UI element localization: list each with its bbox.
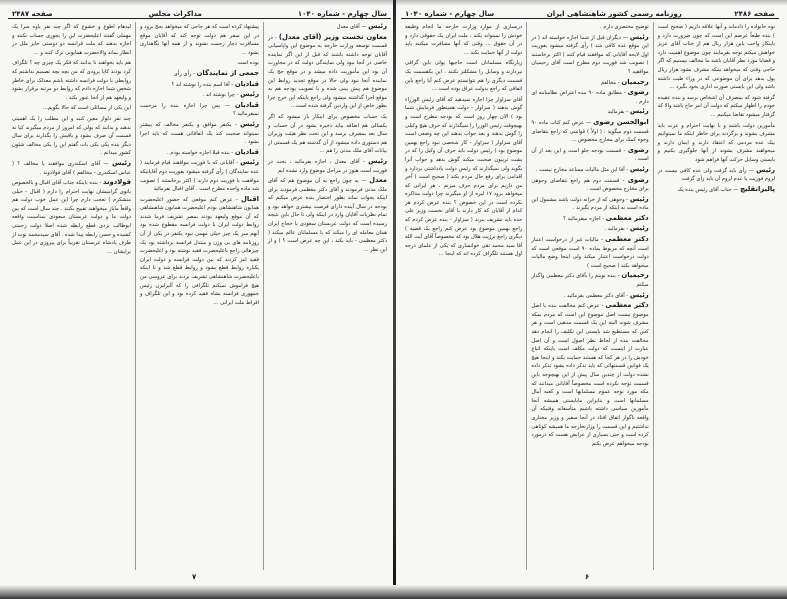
paragraph [12, 22, 131, 57]
speaker-name: قبادیان [234, 147, 259, 156]
speaker-name: رئیس [368, 22, 387, 30]
speech-text: - رأی رأی [173, 70, 197, 77]
speaker-name: دکتر معظمی [605, 213, 649, 222]
left-page-label: صفحه ۲۴۸۷ [12, 10, 53, 18]
right-page-number: ۶ [585, 573, 590, 581]
speaker-name: رئیس [112, 158, 131, 167]
paragraph [140, 90, 259, 100]
paragraph [12, 58, 131, 102]
paragraph [531, 107, 648, 117]
speech-text: — به چون راجع به آن موضوع هم که آقای ملک مدنی فرمودند و آقای دکتر معظمی فرمودند برای اینکه بجواب نماند بطور اختصار بنده عرض میکنم که بودجه در سال آینده دارای فرصت بیشتری خواهد بود و تمام نظریات آقایان وارد در اینکه ولی تا حال باین نتیجه رسیده است که دولت عربستان سعودی با حجاج ایران همان معامله ای را میکند که با مسلمانان عالم میکند ( دکتر معظمی - باید بکند ، این چه عرض است ؟ ) و از این نظر ... [268, 178, 387, 253]
paragraph [531, 78, 648, 88]
speech-text: - مطابق ماده ۹۰ بنده اعتراض نظامنامه ای دارم . [531, 90, 649, 105]
speaker-name: اقبال [240, 194, 259, 203]
speech-text: - مخالفم [600, 79, 622, 86]
speaker-name: رئیس [629, 194, 649, 203]
speaker-name: دکتر معظمی [605, 235, 649, 244]
speaker-name: رحیمیان [621, 77, 649, 86]
speech-text: — دیگران قبل از شما اجازه خواسته اند ( در این موقع عده کافی شد ) رأی گرفته میشود بفوریت اول لایحه آقایانی که موافقند قیام کنند ( اکثر برخاستند ) تصویب شد فوریت دوم مطرح است آقای رحیمیان موافقید ؟ [531, 34, 649, 75]
right-page-header [401, 6, 779, 19]
paragraph [531, 271, 648, 289]
paragraph [531, 146, 648, 164]
speech-text: - آقا اسم بنده را نوشته اند ؟ [171, 81, 235, 88]
speaker-name: فولادوند [103, 178, 131, 187]
speech-text: - آقای دکتر معظمی بفرمائید . [563, 292, 630, 299]
speech-text: زیارتگاه مسلمانان است حاجیها پولی باین گرافی نپردازند و وسایل را مشکلتر نکنند . این یکقسمت یک قسمت دیگری را هم نتوانستم عرض کنم آیا راجع باین اتفاقی که راجع بدولت عراق بوده است ... [405, 60, 523, 93]
speaker-name: معاون نخست وزیر (آقای معدل) [278, 32, 387, 41]
paragraph [140, 80, 259, 90]
paragraph [405, 58, 522, 93]
speech-text: - آقای معدل ، اجازه بفرمائید ، بحث در فوریت است هنوز در مراحل موضوع وارد نشده ایم [268, 158, 387, 174]
right-columns [401, 22, 779, 570]
paragraph [658, 166, 775, 184]
speech-text: این یکی از مسائلی است که حالا بگویم... [42, 105, 131, 112]
paragraph [12, 114, 131, 158]
speaker-name: رئیس [756, 165, 775, 174]
speaker-name: رئیس [240, 158, 259, 167]
speech-text: - آقا این مثل مالیات مساعد مخارج نیست . [535, 166, 630, 173]
left-column-3 [8, 22, 136, 570]
speech-text: نوه خانواده را دادماند و آنها علاقه داریم ( صحیح است ) بنده طبعاً عرضم این است که چون ضرورت دارد و باینکار واجب باین هزار ریال هم از جناب آقای عزیز خواهش میکنم توجه بفرمایند چون موضوع اهمیت دارد و قضایا مورد نظر آقایان باشد ما مخالف نیستیم که اگر حاجی وقتی که میخواهد بمکه مشرف بشود هزار ریال پول بدهد برای آن موضوعی که در وراء طیب داشته باشد ولی این بایستی صورت اداری بخود بگیرد ... [657, 24, 775, 91]
speech-text: چند نفر دلواز معین کنند و این مطلب را یک اهمیتی بدهند و بدانند که پولی که امروز از مردم میگیرند کیا نه قسمت آن صرف بشود و باقیش را بگذارند برای سال دیگر بنده یکی یکی بات گفتم این را یکی مخالف شئون کشور میدانم . [12, 115, 131, 157]
paragraph [140, 195, 259, 308]
paragraph [531, 195, 648, 213]
paragraph [658, 93, 775, 120]
paragraph [405, 22, 522, 57]
left-column-2 [136, 22, 264, 570]
speech-text: گرفته شود که بمصرف آن اشخاص برسد و بنده عقیده خودم را اظهار میکنم که دولت آن امر حاج باشد والا که گرفتار میشود تقاضا میکنیم ... [657, 94, 775, 118]
paragraph [268, 176, 387, 254]
left-column-1 [264, 22, 391, 570]
speech-text: — جناب آقای رئیس بنده یک [677, 186, 741, 193]
speaker-name: جمعی از نمایندگان [196, 68, 259, 77]
right-page-label: صفحه ۲۴۸۶ [734, 10, 775, 18]
right-page-title: روزنامه رسمی کشور شاهنشاهی ایران [546, 10, 682, 18]
left-page-title: مذاکرات مجلس [148, 10, 202, 18]
speech-text: - قسمت بودجه جلو است و این بعد از آن است . [531, 147, 649, 163]
paragraph [531, 165, 648, 175]
paragraph [140, 101, 259, 119]
left-page-number: ۷ [192, 573, 197, 581]
speech-text: لیدهام اطوع و خشوع که اگر چند نفر یاوه سرا یک مهملی گفتند اعلیحضرت این را بجوری حساب نکنند و اجازه بدهند که ملت فرانسه دو دوستی حایز ملل در انظار بماند والاحضرت همایونی ترک کنند و ... [12, 24, 131, 56]
speaker-name: رضوی [627, 88, 649, 97]
paragraph [268, 22, 387, 32]
speech-text: - عرض کنم موقعی که حضور اعلیحضرت همایون شاهنشاهی بودم اعلیحضرت همایون شاهنشاهی که آن موقع ولیعهد بودند بمصر تشریف فرما شدند روابط دولت ایران با دولت فرانسه مقطوع شده بود آنهم سر یک چیز خیلی مهمی نبود یکنفر در یکی از آن روزنامه های بی وزن و مبتذل فرانسه برداشته بود یک چیزهائی راجع باعلیحضرت فقید نوشته بود و اعلیحضرت فقید امر کردند که بین دولت فرانسه و دولت ایران یکباره روابط قطع بشود و روابط قطع شد و تا اینکه باعلیحضرت شاهنشاهی تشریف بردند برای عروسی من هیچ فراموش نمیکنم تلگرافی را که آلبرلبرن رئیس جمهوری فرانسه بشاه فقید کرده بود و این تلگراف و افراط ملت ایرانی ... [140, 196, 259, 306]
speech-text: — رأی باید گرفت ولی عده کافی نیست در لزوم فوریت یا عدم لزوم آن باید رأی گرفت [657, 167, 775, 183]
speaker-name: رضوی [627, 175, 649, 184]
paragraph [268, 33, 387, 111]
right-column-3 [401, 22, 527, 570]
speaker-name: رئیس [629, 107, 649, 116]
right-column-1 [654, 22, 779, 570]
paragraph [12, 178, 131, 256]
speech-text: - بنده قبلا اجازه خواسته بودم . [167, 149, 235, 156]
paragraph [405, 95, 522, 259]
speaker-name: رئیس [240, 119, 259, 128]
paragraph [531, 224, 648, 234]
speech-text: — عرض کنم کتاب ماده ۹۰ قسمت دوم میگوید : ( اولاً ) قوانینی که راجع بتقاضای وجوه کمک برای مخارج مخصوص ... [531, 119, 649, 144]
speaker-name: رئیس [368, 156, 387, 165]
paragraph [531, 118, 648, 145]
paragraph [531, 301, 648, 448]
paragraph [531, 176, 648, 194]
paragraph [531, 214, 648, 224]
paragraph [12, 103, 131, 113]
speech-text: - عرض کنم مخالفت بنده با اصل موضوع نیست اصل موضوع این است که مردم بمکه مشرف شوند البته این یک قسمت مذهبی است و هر کس که مستطیع شد بایستی این تکلیف را انجام دهد مخالفت بنده از لحاظ نظر اصول است و آن اصل عبارت از اینست که دولت مکلف است باینکه اتباع خودش را در هر کجا که هستند حمایت بکند و اینجا هیچ یک قوانین قسمتهائی که باید تذکر داده بشود تذکر داده نشده دولت از چندین سال پیش از این بهیچوجه باین قسمت توجه نکرده است مخصوصاً آقایانی میدانند که مکه مورد توجه عموم مسلمانها است و کعبه آمال مسلمانها است و بنابراین مابایستی همیشه آنجا مأمورین سیاسی داشته باشیم متأسفانه وقتیکه آن واقعه ناگوار اتفاق افتاد در آنجا سفیر و وزیر مختاری نداشتیم و این قسمت را وزارتخارجه ما همیشه کوتاهی کرده است و حتی بسیاری از عرایض هست که درمورد بودجه میخواهم عرض بکنم [531, 303, 649, 447]
speaker-name: رحیمیان [621, 271, 649, 280]
book-spine [393, 0, 396, 599]
paragraph [658, 22, 775, 92]
speech-text: - بنده باینکه جناب آقای اقبال و بالخصوص باتوی گرامیشان نهایت احترام را دارم ( اقبال - خیلی متشکرم ) تعجب دارم چرا این عمل خوب دولت هم واقعاً ماباز میخواهند تقبیح بکنند . چند سال است که بین دولت ما و دولت عربستان سعودی بمناسبت واقعه ابوطالب یزدی قطع رابطه شده اصلا دولت زحمتی کشیده و حسن رابطه پیدا شده . آقای سیدمحمد نوت از طرف پادشاه عربستان تقریباً برای پیروزی در این عمل برایشان ... [12, 180, 131, 255]
paragraph [140, 120, 259, 147]
speech-text: - اجازه میفرمائید ؟ [563, 215, 606, 222]
speaker-name: رئیس [629, 224, 649, 233]
paragraph [268, 112, 387, 156]
speech-text: - یکنفر موافق و یکنفر مخالف که بیشتر نمیتواند صحبت کند یک اتفاقاتی هست که باید اجرا بشود . [140, 121, 259, 146]
paragraph [140, 69, 259, 79]
speaker-name: رئیس [629, 164, 649, 173]
speech-text: درپساری از موارد وزارت خارجه ما انجام وظیفه خودش را نمیتواند بکند ، ملت ایران یک حقوقی دارد و در آن حقوق ... وقتی که آنها مسافرت میکنند باید دولت از آنها حمایت بکند ... [405, 24, 523, 56]
speech-text: پیشنهاد کرده است که هر حاجی که میخواهد بحج برود و در این سفر هم دولت توجه کند که آقایان موقع مسافرت دچار زحمت نشوند و از همه آنها نگاهداری بشود ... [140, 24, 259, 56]
speech-text: یک حساب مخصوص برای اینکار باز میشود که اگر یکسالی هم اضافه بیاید ذخیره بشود در آن حساب و سال بعد بمصرف برسد و این تحت نظر هیئت وزیران هم دستوری داده میشود از آن گذشته هم یک قسمتی از بیانات آقای ملک مدنی را هم ... [268, 113, 387, 155]
speech-text: آقای سزاوار چرا اجازه نمیدهید که آقای رئیس الوزراء گوش بدهند ( سزاوار - دولت همینطور فرمایش شما بود ) الان چهار روز است که بودجه مطرح است و بهیچوقت رئیس الوزرا را نمیگذارند که حرف هیچ وکیلی را گوش بدهند و بعد جواب بدهند این چه وضعی است آقای سزاوار ( سزاوار - کار شخصی نبود راجع بهمین موضوع بود ) رئیس دولت باید حرف آن وکیل را که در پشت تریبون صحبت میکند گوش بدهد و جواب آنرا بگوید ولی نمیگذارند که رئیس دولت یادداشتی بردارد و اقدامی برای رفع حال مردم بکند ( صحیح است ) آخر من داریم برای مردم حرف میزنم ، هر ایرانی که میخواهد برود ۱۷ لیره از او میگیرند چرا دولت مذاکره نکرده است در این خصوص ؟ بنده عرض کردم هر کدام از آقایان که کار دارند با آقای نخست وزیر علی حده باید تشریف ببرند ( سزاوار - بنده عرض کردم که راجع بهمین موضوع بود عرض کنم راجع یک قضیه ) دیگری راجع برژیت هلال بود که مخصوصاً آقای آیت الله آقا سید محمد تقی خوانساری که یکی از علمای درجه اول هستند تلگراف کرده اند که اینجا ... [405, 96, 523, 258]
speech-text: - بنده نوبتم را بآقای دکتر معظمی واگذار میکنم [531, 273, 649, 289]
paragraph [531, 235, 648, 270]
left-columns [8, 22, 391, 570]
speaker-name: رئیس [240, 90, 259, 99]
paragraph [531, 22, 648, 32]
paragraph [531, 88, 648, 106]
left-issue-label: سال چهارم - شماره ۱۰۴۰ [297, 10, 387, 18]
paragraph [531, 33, 648, 77]
speech-text: هم باید بخواهند تا بدانند که فکر یک چیزی چه ؟ تلگراف کرد بودند کاپا برودی که من بچه بچه تصمیم نداشتم که روابطی با دولت فرانسه داشته باشم معذلک برای خاطر شخص شما اجازه دادم که روابط دو مرتبه برقرار بشود و ولیعهد هم از آنجا عبور بکند . [12, 60, 131, 101]
right-column-2 [527, 22, 653, 570]
speech-text: مأمورین دولت باشند و با نهایت احترام و عزت باید مشرف بشوند و برگردند برای خاطر اینکه ما نمیتوانیم بیک عده مردمی که اعتقاد دارند و ایمان دارند و میخواهند مشرف بشوند از آنها جلوگیری بکنیم و بایستی وسایل حرکت آنها فراهم شود [657, 122, 775, 163]
speech-text: - چرا نوشته اند . [202, 92, 241, 99]
paragraph [531, 291, 648, 301]
speech-text: — پس چرا اجازه بنده را مرحمت نمیفرمائید ؟ [140, 102, 259, 118]
speaker-name: رئیس [629, 290, 649, 299]
left-page-header [8, 6, 391, 19]
right-page [395, 0, 787, 599]
speech-text: — آقای اسکندری موافقند یا مخالف ؟ ( عباس اسکندری - مخالفم ) آقای فولادوند . [12, 160, 131, 176]
speech-text: - بفرمائید [607, 109, 630, 116]
scan-bottom-shadow [0, 585, 787, 599]
speech-text: - در قسمت توسعه وزارت خارجه به موضوع این واپاسیانی آقایان توجه داشته باشند که قبل از این اگر نماینده خاصی در آنجا نبود ولی نمایندگی دولت که در مجاورت آن بود این مأموریت داده میشد و در موقع حج یک نماینده آنجا نبود ولی حالا در موقع تجدید روابط این موضوع هم پیش بینی شده و با تصویب بودجه هم به موقع اجرا گذاشته میشود ولی راجع باینکه این خرج چرا بطور خاص از این واردین گرفته شده است... [268, 34, 387, 110]
paragraph [12, 159, 131, 177]
paragraph [140, 148, 259, 158]
speaker-name: قبادیان [234, 79, 259, 88]
right-issue-label: سال چهارم - شماره ۱۰۴۰ [405, 10, 495, 18]
speaker-name: قبادیان [234, 100, 259, 109]
paragraph [140, 58, 259, 68]
speech-text: — آقای معدل [336, 24, 369, 30]
paragraph [140, 22, 259, 57]
speaker-name: رئیس [629, 32, 649, 41]
paragraph [658, 185, 775, 195]
speaker-name: پالیزانقلیچ [740, 184, 775, 193]
speech-text: - قسمت دوم هم راجع بتقاضای وجوهی برای مخارج مخصوص است . [531, 177, 649, 193]
speech-text: بوده است [237, 60, 259, 67]
speaker-name: دکتر معظمی [605, 301, 649, 310]
speech-text: - بفرمائید . [604, 226, 630, 233]
paragraph [658, 121, 775, 165]
speaker-name: معدل [369, 176, 387, 185]
speech-text: - آقایانی که با فوریت موافقند قیام فرمایند ( عده نمایندگان ) رأی گرفته میشود بفوریت دوم آقایانیکه موافقت با فوریت دوم دارند ( اکثر برخاستند ) تصویب شد ماده واحده مطرح است . آقای اقبال بفرمائید [140, 160, 259, 193]
speaker-name: ابوالحسن رضوی [593, 117, 649, 126]
paragraph [268, 157, 387, 175]
paragraph [140, 158, 259, 193]
speech-text: - وجوهی که از خزانه دولت باشد مشمول این ماده است نه اینکه از مردم بگیرند . [531, 196, 649, 212]
speech-text: - مالیات غیر از درخواست اعتبار است آنچه که مربوط بماده ۹۰ است موقعی است که دولت درخواست اعتبار میکند ولی اینجا وضع مالیات میخواهد بکند ( صحیح است ) [531, 237, 649, 269]
speech-text: توضیح مختصری دارم . [600, 24, 649, 30]
speaker-name: رضوی [627, 145, 649, 154]
